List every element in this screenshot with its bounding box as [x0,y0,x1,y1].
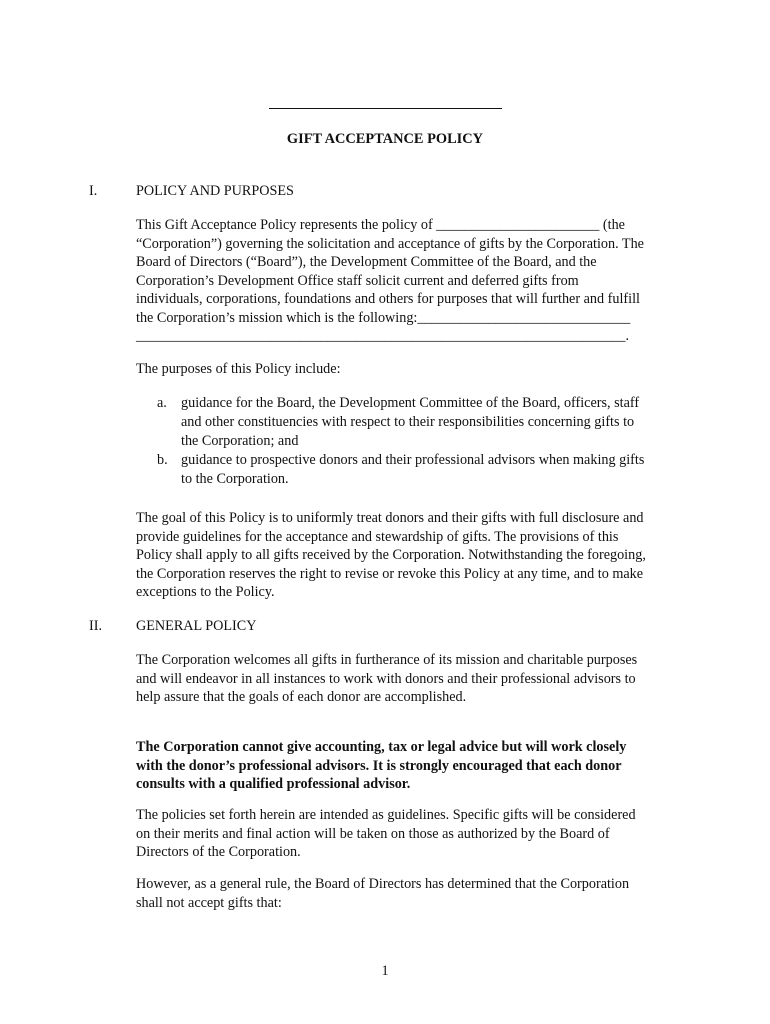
guidelines-paragraph [136,806,682,862]
goal-paragraph [136,509,682,602]
text-line: The goal of this Policy is to uniformly treat donors and their gifts with full disclosure and [136,510,644,526]
text-line: The policies set forth herein are intended as guidelines. Specific gifts will be considered [136,807,636,823]
text-line: the Corporation reserves the right to revise or revoke this Policy at any time, and to make [136,565,644,582]
document-title: GIFT ACCEPTANCE POLICY [286,131,484,147]
text-line: The Corporation cannot give accounting, tax or legal advice but will work closely [136,739,627,755]
text-line: consults with a qualified professional advisor. [136,776,411,792]
text-line: help assure that the goals of each donor are accomplished. [136,689,467,705]
text-line: The Corporation welcomes all gifts in furtherance of its mission and charitable purposes [136,652,638,668]
text-line: individuals, corporations, foundations and others for purposes that will further and fulfill [136,291,640,307]
list-item [136,451,682,489]
title-rule [269,108,502,109]
text-line: _____________________________________________________________________. [136,328,630,344]
text-line: Corporation’s Development Office staff solicit current and deferred gifts from [136,272,579,289]
text-line: guidance for the Board, the Development Committee of the Board, officers, staff [181,395,640,411]
general-paragraph [136,651,682,707]
text-line: the Corporation’s mission which is the following:______________________________ [136,309,631,326]
rule-paragraph [136,875,682,912]
text-line: with the donor’s professional advisors. It is strongly encouraged that each donor [136,757,622,774]
text-line: provide guidelines for the acceptance and stewardship of gifts. The provisions of this [136,528,619,545]
text-line: However, as a general rule, the Board of Directors has determined that the Corporation [136,876,630,892]
purposes-list [136,394,682,489]
section-number: II. [89,618,102,634]
section-number: I. [89,183,98,199]
text-line: Policy shall apply to all gifts received by the Corporation. Notwithstanding the foregoing, [136,547,646,563]
list-marker: a. [157,395,167,411]
text-line: This Gift Acceptance Policy represents the policy of _______________________ (the [136,217,625,233]
page-number: 1 [381,963,389,979]
text-line: on their merits and final action will be taken on those as authorized by the Board of [136,825,610,842]
list-item [136,394,682,451]
text-line: shall not accept gifts that: [136,894,282,911]
section-heading: GENERAL POLICY [136,618,257,634]
text-line: to the Corporation. [181,471,289,487]
text-line: Directors of the Corporation. [136,844,301,860]
text-line: and other constituencies with respect to their responsibilities concerning gifts to [181,414,635,430]
text-line: guidance to prospective donors and their professional advisors when making gifts [181,452,645,468]
intro-paragraph [136,216,682,346]
section-heading: POLICY AND PURPOSES [136,183,294,199]
advice-paragraph [136,738,682,794]
list-marker: b. [157,452,168,468]
text-line: Board of Directors (“Board”), the Development Committee of the Board, and the [136,254,597,270]
text-line: “Corporation”) governing the solicitation and acceptance of gifts by the Corporation. The [136,235,644,252]
text-line: exceptions to the Policy. [136,584,275,600]
purposes-intro: The purposes of this Policy include: [136,361,341,377]
text-line: the Corporation; and [181,433,299,449]
text-line: and will endeavor in all instances to work with donors and their professional advisors to [136,670,636,687]
